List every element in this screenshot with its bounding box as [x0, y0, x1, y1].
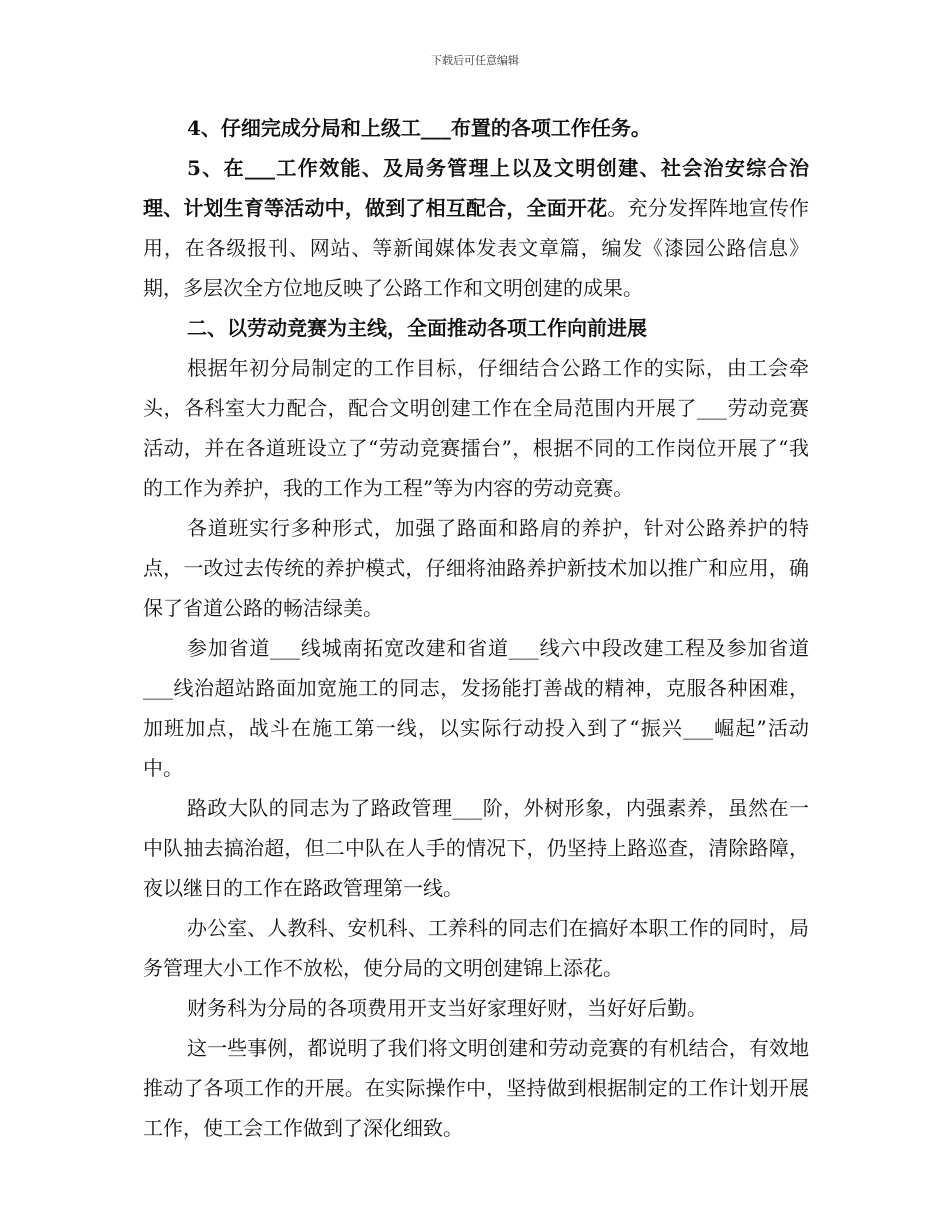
paragraph-construction: 参加省道___线城南拓宽改建和省道___线六中段改建工程及参加省道___线治超站路面加宽施工的同志，发扬能打善战的精神，克服各种困难，加班加点，战斗在施工第一线，以实际行动投入到了“振兴___崛起”活动中。 — [143, 636, 809, 780]
section-heading: 二、以劳动竞赛为主线，全面推动各项工作向前进展 — [187, 316, 647, 340]
paragraph-road-administration: 路政大队的同志为了路政管理___阶，外树形象，内强素养，虽然在一中队抽去搞治超，但二中队在人手的情况下，仍坚持上路巡查，清除路障，夜以继日的工作在路政管理第一线。 — [143, 796, 809, 900]
paragraph-item-4: 4、仔细完成分局和上级工___布置的各项工作任务。 — [187, 116, 651, 140]
paragraph-item-5-rest: 。充分发挥阵地宣传作用，在各级报刊、网站、等新闻媒体发表文章篇，编发《漆园公路信息》期，多层次全方位地反映了公路工作和文明创建的成果。 — [143, 196, 809, 300]
document-body — [143, 108, 809, 1148]
paragraph-offices: 办公室、人教科、安机科、工养科的同志们在搞好本职工作的同时，局务管理大小工作不放松，使分局的文明创建锦上添花。 — [143, 916, 809, 980]
page-header-note: 下载后可任意编辑 — [431, 54, 519, 67]
paragraph-summary: 这一些事例，都说明了我们将文明创建和劳动竞赛的有机结合，有效地推动了各项工作的开展。在实际操作中，坚持做到根据制定的工作计划开展工作，使工会工作做到了深化细致。 — [143, 1036, 809, 1140]
paragraph-road-maintenance: 各道班实行多种形式，加强了路面和路肩的养护，针对公路养护的特点，一改过去传统的养护模式，仔细将油路养护新技术加以推广和应用，确保了省道公路的畅洁绿美。 — [143, 516, 809, 620]
paragraph-labor-competition: 根据年初分局制定的工作目标，仔细结合公路工作的实际，由工会牵头，各科室大力配合，配合文明创建工作在全局范围内开展了___劳动竞赛活动，并在各道班设立了“劳动竞赛擂台”，根据不同的工作岗位开展了“我的工作为养护，我的工作为工程”等为内容的劳动竞赛。 — [143, 356, 809, 500]
paragraph-item-5-bold: 5、在___工作效能、及局务管理上以及文明创建、社会治安综合治理、计划生育等活动中，做到了相互配合，全面开花 — [143, 156, 809, 220]
paragraph-item-5 — [143, 148, 809, 308]
paragraph-finance: 财务科为分局的各项费用开支当好家理好财，当好好后勤。 — [187, 996, 707, 1020]
